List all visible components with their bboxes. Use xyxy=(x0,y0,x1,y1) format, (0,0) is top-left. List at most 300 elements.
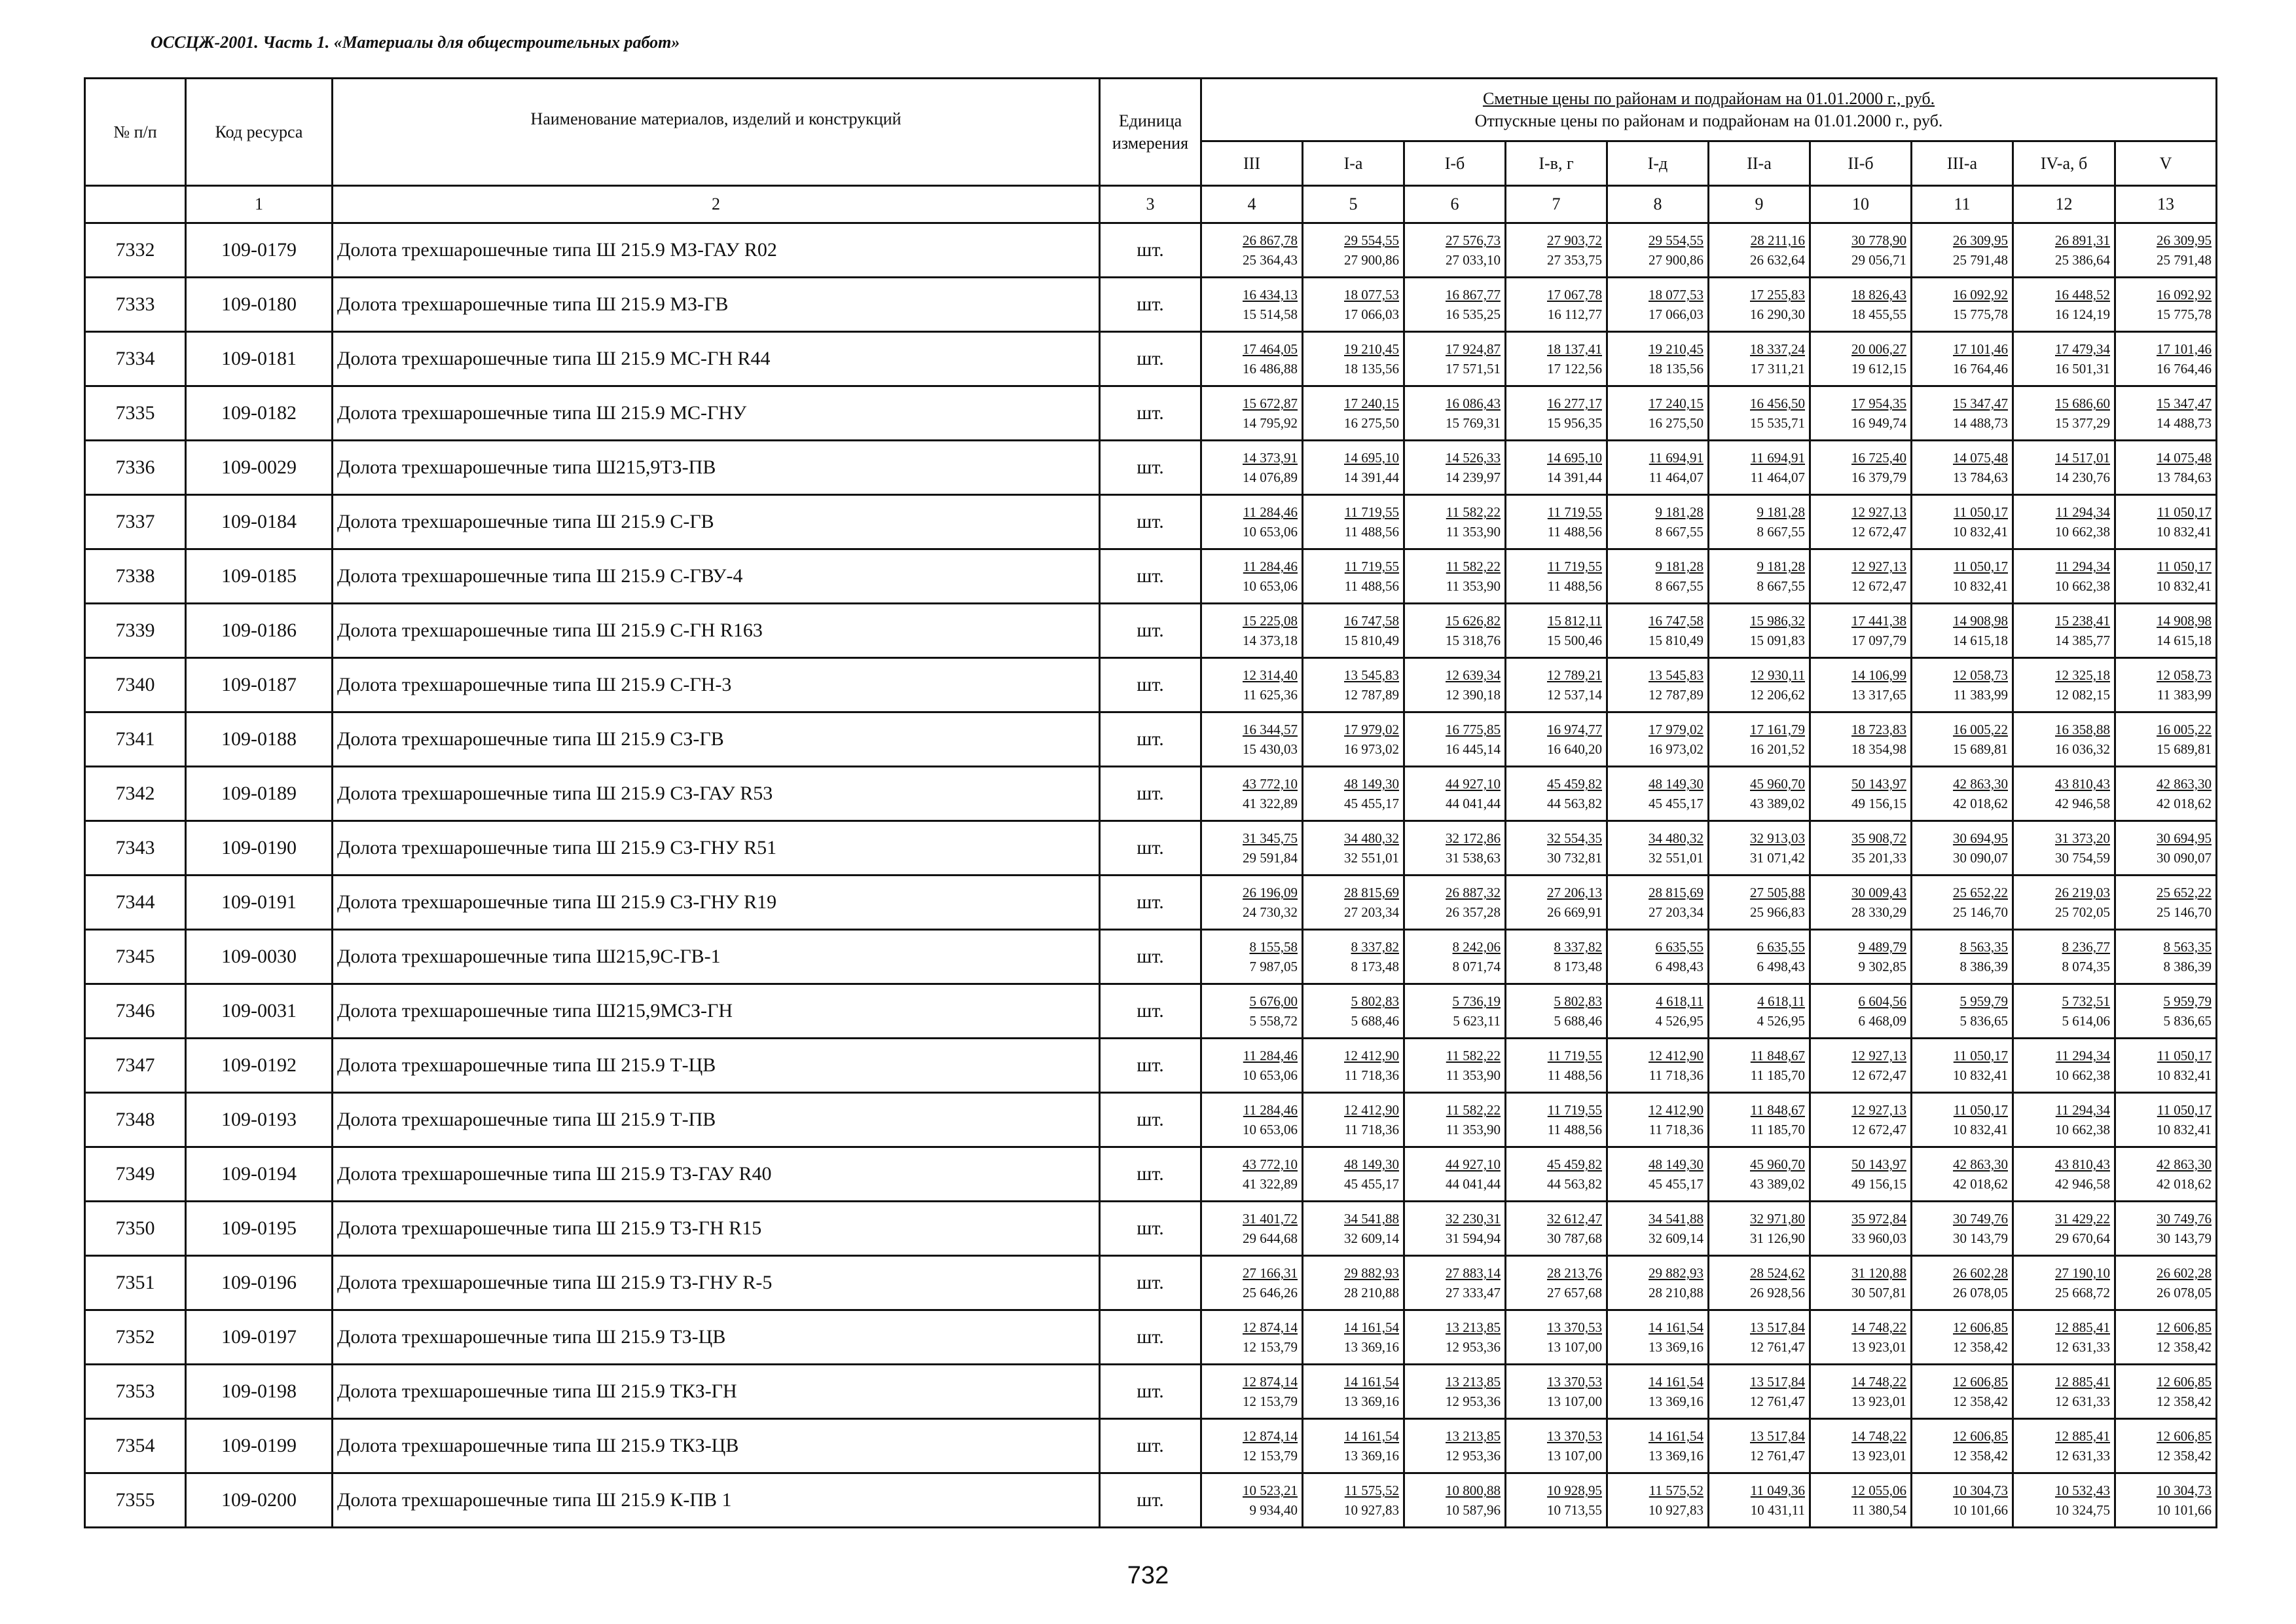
release-price: 16 501,31 xyxy=(2055,361,2110,377)
estimate-price: 27 190,10 xyxy=(2055,1265,2110,1281)
row-number: 7345 xyxy=(85,930,186,984)
table-row xyxy=(85,441,2217,495)
price-cell xyxy=(1404,278,1506,332)
release-price: 42 018,62 xyxy=(1953,1176,2008,1192)
release-price: 15 689,81 xyxy=(2157,741,2212,757)
release-price: 14 391,44 xyxy=(1547,470,1602,485)
price-cell xyxy=(1810,821,1912,876)
release-price: 12 390,18 xyxy=(1446,687,1501,703)
estimate-price: 32 230,31 xyxy=(1446,1211,1501,1227)
estimate-price: 26 196,09 xyxy=(1243,885,1298,900)
price-cell xyxy=(1709,1419,1810,1473)
resource-code: 109-0195 xyxy=(186,1202,333,1256)
release-price: 31 071,42 xyxy=(1750,850,1805,866)
estimate-price: 11 294,34 xyxy=(2055,559,2110,574)
price-cell xyxy=(1201,876,1303,930)
release-price: 8 071,74 xyxy=(1452,959,1501,974)
price-cell xyxy=(1506,1419,1607,1473)
resource-code: 109-0193 xyxy=(186,1093,333,1147)
price-cell xyxy=(1506,1147,1607,1202)
material-name: Долота трехшарошечные типа Ш 215.9 Т-ПВ xyxy=(333,1093,1100,1147)
price-cell xyxy=(1404,1093,1506,1147)
table-header xyxy=(85,79,2217,223)
price-cell xyxy=(1810,876,1912,930)
column-number: 8 xyxy=(1607,186,1709,223)
estimate-price: 13 517,84 xyxy=(1750,1320,1805,1335)
price-cell xyxy=(1201,1365,1303,1419)
release-price: 10 832,41 xyxy=(1953,1122,2008,1137)
price-cell xyxy=(1709,1202,1810,1256)
price-cell xyxy=(1506,332,1607,386)
price-cell xyxy=(2115,1093,2217,1147)
estimate-price: 28 524,62 xyxy=(1750,1265,1805,1281)
release-price: 25 364,43 xyxy=(1243,252,1298,268)
release-price: 16 973,02 xyxy=(1344,741,1399,757)
estimate-price: 12 412,90 xyxy=(1344,1048,1399,1063)
column-number: 5 xyxy=(1303,186,1404,223)
estimate-price: 30 778,90 xyxy=(1851,232,1906,248)
price-cell xyxy=(1303,1093,1404,1147)
row-number: 7346 xyxy=(85,984,186,1039)
estimate-price: 44 927,10 xyxy=(1446,776,1501,792)
price-cell xyxy=(1303,386,1404,441)
column-number: 3 xyxy=(1100,186,1201,223)
price-cell xyxy=(1810,549,1912,604)
price-cell xyxy=(1506,1256,1607,1310)
estimate-price: 13 370,53 xyxy=(1547,1428,1602,1444)
price-cell xyxy=(1709,495,1810,549)
price-cell xyxy=(1506,984,1607,1039)
price-cell xyxy=(1201,549,1303,604)
price-cell xyxy=(1912,930,2013,984)
estimate-price: 50 143,97 xyxy=(1851,1156,1906,1172)
release-price: 45 455,17 xyxy=(1649,1176,1704,1192)
price-cell xyxy=(1607,1093,1709,1147)
release-price: 8 386,39 xyxy=(1959,959,2008,974)
header-region: V xyxy=(2115,141,2217,186)
release-price: 10 832,41 xyxy=(1953,1067,2008,1083)
release-price: 10 927,83 xyxy=(1649,1502,1704,1518)
estimate-price: 11 050,17 xyxy=(1953,1102,2008,1118)
price-cell xyxy=(1201,767,1303,821)
release-price: 16 445,14 xyxy=(1446,741,1501,757)
estimate-price: 26 867,78 xyxy=(1243,232,1298,248)
price-cell xyxy=(1810,1310,1912,1365)
estimate-price: 43 772,10 xyxy=(1243,1156,1298,1172)
header-np: № п/п xyxy=(85,79,186,186)
price-cell xyxy=(1709,1473,1810,1528)
row-number: 7339 xyxy=(85,604,186,658)
price-cell xyxy=(1709,1093,1810,1147)
price-cell xyxy=(1810,441,1912,495)
estimate-price: 45 960,70 xyxy=(1750,776,1805,792)
header-name: Наименование материалов, изделий и конструкций xyxy=(333,79,1100,186)
release-price: 10 713,55 xyxy=(1547,1502,1602,1518)
estimate-price: 31 120,88 xyxy=(1851,1265,1906,1281)
price-cell xyxy=(1810,1147,1912,1202)
estimate-price: 43 810,43 xyxy=(2055,776,2110,792)
release-price: 14 230,76 xyxy=(2055,470,2110,485)
release-price: 16 201,52 xyxy=(1750,741,1805,757)
price-cell xyxy=(1607,876,1709,930)
estimate-price: 20 006,27 xyxy=(1851,341,1906,357)
resource-code: 109-0191 xyxy=(186,876,333,930)
price-cell xyxy=(1607,1419,1709,1473)
release-price: 28 330,29 xyxy=(1851,904,1906,920)
release-price: 17 066,03 xyxy=(1649,306,1704,322)
table-row xyxy=(85,1365,2217,1419)
header-region: III xyxy=(1201,141,1303,186)
release-price: 44 563,82 xyxy=(1547,796,1602,811)
price-cell xyxy=(2013,658,2115,712)
price-cell xyxy=(2013,767,2115,821)
release-price: 11 383,99 xyxy=(1953,687,2008,703)
estimate-price: 9 489,79 xyxy=(1858,939,1906,955)
unit-cell: шт. xyxy=(1100,1365,1201,1419)
release-price: 16 275,50 xyxy=(1649,415,1704,431)
table-row xyxy=(85,495,2217,549)
release-price: 13 369,16 xyxy=(1344,1393,1399,1409)
column-number-blank xyxy=(85,186,186,223)
price-cell xyxy=(1404,1473,1506,1528)
release-price: 27 353,75 xyxy=(1547,252,1602,268)
estimate-price: 27 903,72 xyxy=(1547,232,1602,248)
release-price: 6 498,43 xyxy=(1757,959,1805,974)
release-price: 10 832,41 xyxy=(2157,1067,2212,1083)
price-table xyxy=(84,77,2217,1528)
row-number: 7350 xyxy=(85,1202,186,1256)
price-cell xyxy=(1404,1365,1506,1419)
release-price: 44 563,82 xyxy=(1547,1176,1602,1192)
price-cell xyxy=(1912,1365,2013,1419)
release-price: 16 112,77 xyxy=(1547,306,1602,322)
material-name: Долота трехшарошечные типа Ш 215.9 МС-ГН R44 xyxy=(333,332,1100,386)
release-price: 10 662,38 xyxy=(2055,1122,2110,1137)
resource-code: 109-0197 xyxy=(186,1310,333,1365)
price-cell xyxy=(2115,604,2217,658)
price-cell xyxy=(2013,223,2115,278)
price-cell xyxy=(2115,1039,2217,1093)
estimate-price: 48 149,30 xyxy=(1649,1156,1704,1172)
release-price: 28 210,88 xyxy=(1649,1285,1704,1301)
estimate-price: 14 908,98 xyxy=(1953,613,2008,629)
release-price: 12 672,47 xyxy=(1851,1067,1906,1083)
price-cell xyxy=(1201,604,1303,658)
row-number: 7335 xyxy=(85,386,186,441)
release-price: 10 101,66 xyxy=(2157,1502,2212,1518)
release-price: 4 526,95 xyxy=(1655,1013,1704,1029)
estimate-price: 14 748,22 xyxy=(1851,1428,1906,1444)
price-cell xyxy=(1607,1147,1709,1202)
release-price: 10 662,38 xyxy=(2055,1067,2110,1083)
estimate-price: 18 077,53 xyxy=(1344,287,1399,303)
table-row xyxy=(85,984,2217,1039)
release-price: 11 718,36 xyxy=(1344,1122,1399,1137)
price-cell xyxy=(1607,1310,1709,1365)
price-cell xyxy=(1709,332,1810,386)
material-name: Долота трехшарошечные типа Ш 215.9 МЗ-ГАУ R02 xyxy=(333,223,1100,278)
release-price: 42 018,62 xyxy=(2157,1176,2212,1192)
release-price: 18 135,56 xyxy=(1344,361,1399,377)
row-number: 7344 xyxy=(85,876,186,930)
table-row xyxy=(85,1256,2217,1310)
estimate-price: 32 172,86 xyxy=(1446,830,1501,846)
release-price: 15 535,71 xyxy=(1750,415,1805,431)
release-price: 11 625,36 xyxy=(1243,687,1298,703)
estimate-price: 13 213,85 xyxy=(1446,1428,1501,1444)
unit-cell: шт. xyxy=(1100,1473,1201,1528)
price-cell xyxy=(1810,984,1912,1039)
release-price: 12 631,33 xyxy=(2055,1448,2110,1464)
estimate-price: 12 412,90 xyxy=(1649,1102,1704,1118)
release-price: 25 146,70 xyxy=(1953,904,2008,920)
release-price: 13 369,16 xyxy=(1649,1393,1704,1409)
release-price: 16 036,32 xyxy=(2055,741,2110,757)
price-cell xyxy=(2013,1419,2115,1473)
unit-cell: шт. xyxy=(1100,223,1201,278)
price-cell xyxy=(1506,223,1607,278)
row-number: 7332 xyxy=(85,223,186,278)
release-price: 4 526,95 xyxy=(1757,1013,1805,1029)
release-price: 12 953,36 xyxy=(1446,1448,1501,1464)
price-cell xyxy=(1404,1310,1506,1365)
resource-code: 109-0189 xyxy=(186,767,333,821)
estimate-price: 9 181,28 xyxy=(1655,559,1704,574)
header-price-group xyxy=(1201,79,2217,141)
release-price: 11 383,99 xyxy=(2157,687,2212,703)
release-price: 16 640,20 xyxy=(1547,741,1602,757)
estimate-price: 13 370,53 xyxy=(1547,1374,1602,1390)
release-price: 13 369,16 xyxy=(1344,1448,1399,1464)
release-price: 12 672,47 xyxy=(1851,1122,1906,1137)
header-region: II-а xyxy=(1709,141,1810,186)
unit-cell: шт. xyxy=(1100,1256,1201,1310)
price-cell xyxy=(1404,332,1506,386)
release-price: 9 302,85 xyxy=(1858,959,1906,974)
price-cell xyxy=(2013,1147,2115,1202)
price-cell xyxy=(1506,658,1607,712)
estimate-price: 11 582,22 xyxy=(1446,1048,1501,1063)
price-cell xyxy=(2115,549,2217,604)
header-price-estimate: Сметные цены по районам и подрайонам на 01.01.2000 г., руб. xyxy=(1482,88,1935,108)
price-cell xyxy=(1912,278,2013,332)
release-price: 27 203,34 xyxy=(1344,904,1399,920)
release-price: 27 333,47 xyxy=(1446,1285,1501,1301)
release-price: 8 667,55 xyxy=(1655,524,1704,540)
price-cell xyxy=(1201,332,1303,386)
row-number: 7342 xyxy=(85,767,186,821)
release-price: 10 832,41 xyxy=(1953,578,2008,594)
estimate-price: 14 161,54 xyxy=(1344,1320,1399,1335)
estimate-price: 15 225,08 xyxy=(1243,613,1298,629)
estimate-price: 13 213,85 xyxy=(1446,1374,1501,1390)
estimate-price: 9 181,28 xyxy=(1655,504,1704,520)
price-cell xyxy=(1709,223,1810,278)
release-price: 30 090,07 xyxy=(2157,850,2212,866)
price-cell xyxy=(1506,495,1607,549)
release-price: 8 386,39 xyxy=(2163,959,2212,974)
release-price: 11 185,70 xyxy=(1750,1122,1805,1137)
release-price: 6 498,43 xyxy=(1655,959,1704,974)
unit-cell: шт. xyxy=(1100,767,1201,821)
row-number: 7355 xyxy=(85,1473,186,1528)
price-cell xyxy=(1201,1093,1303,1147)
resource-code: 109-0184 xyxy=(186,495,333,549)
release-price: 26 669,91 xyxy=(1547,904,1602,920)
material-name: Долота трехшарошечные типа Ш 215.9 СЗ-ГВ xyxy=(333,712,1100,767)
header-unit: Единица измерения xyxy=(1100,79,1201,186)
estimate-price: 30 009,43 xyxy=(1851,885,1906,900)
release-price: 5 558,72 xyxy=(1249,1013,1298,1029)
release-price: 12 761,47 xyxy=(1750,1393,1805,1409)
release-price: 13 923,01 xyxy=(1851,1448,1906,1464)
release-price: 12 358,42 xyxy=(1953,1448,2008,1464)
price-cell xyxy=(2115,386,2217,441)
release-price: 11 488,56 xyxy=(1547,1067,1602,1083)
price-cell xyxy=(1506,821,1607,876)
price-cell xyxy=(1201,984,1303,1039)
estimate-price: 12 874,14 xyxy=(1243,1320,1298,1335)
release-price: 16 275,50 xyxy=(1344,415,1399,431)
estimate-price: 29 554,55 xyxy=(1649,232,1704,248)
estimate-price: 16 005,22 xyxy=(1953,722,2008,737)
price-cell xyxy=(1709,549,1810,604)
release-price: 12 953,36 xyxy=(1446,1339,1501,1355)
estimate-price: 31 401,72 xyxy=(1243,1211,1298,1227)
estimate-price: 12 639,34 xyxy=(1446,667,1501,683)
release-price: 17 311,21 xyxy=(1750,361,1805,377)
row-number: 7349 xyxy=(85,1147,186,1202)
price-cell xyxy=(1709,441,1810,495)
estimate-price: 10 304,73 xyxy=(1953,1483,2008,1498)
estimate-price: 12 885,41 xyxy=(2055,1428,2110,1444)
unit-cell: шт. xyxy=(1100,1147,1201,1202)
running-head: ОССЦЖ-2001. Часть 1. «Материалы для общестроительных работ» xyxy=(151,33,680,52)
material-name: Долота трехшарошечные типа Ш 215.9 С-ГВУ-4 xyxy=(333,549,1100,604)
page-number: 732 xyxy=(1127,1562,1169,1589)
estimate-price: 28 815,69 xyxy=(1649,885,1704,900)
release-price: 26 078,05 xyxy=(1953,1285,2008,1301)
release-price: 11 353,90 xyxy=(1446,578,1501,594)
price-cell xyxy=(1912,658,2013,712)
price-cell xyxy=(1506,1093,1607,1147)
row-number: 7334 xyxy=(85,332,186,386)
release-price: 14 239,97 xyxy=(1446,470,1501,485)
estimate-price: 19 210,45 xyxy=(1649,341,1704,357)
unit-cell: шт. xyxy=(1100,1039,1201,1093)
release-price: 8 074,35 xyxy=(2062,959,2110,974)
estimate-price: 12 885,41 xyxy=(2055,1374,2110,1390)
resource-code: 109-0196 xyxy=(186,1256,333,1310)
price-cell xyxy=(1404,712,1506,767)
column-number: 9 xyxy=(1709,186,1810,223)
estimate-price: 11 284,46 xyxy=(1243,559,1298,574)
price-cell xyxy=(2115,1256,2217,1310)
release-price: 11 718,36 xyxy=(1344,1067,1399,1083)
price-cell xyxy=(1201,1419,1303,1473)
unit-cell: шт. xyxy=(1100,1202,1201,1256)
price-cell xyxy=(1506,767,1607,821)
estimate-price: 5 732,51 xyxy=(2062,993,2110,1009)
estimate-price: 11 050,17 xyxy=(2157,1102,2212,1118)
release-price: 8 173,48 xyxy=(1554,959,1602,974)
resource-code: 109-0192 xyxy=(186,1039,333,1093)
estimate-price: 11 050,17 xyxy=(2157,504,2212,520)
price-cell xyxy=(2115,441,2217,495)
release-price: 26 357,28 xyxy=(1446,904,1501,920)
price-cell xyxy=(1201,1147,1303,1202)
price-cell xyxy=(1404,658,1506,712)
release-price: 31 538,63 xyxy=(1446,850,1501,866)
estimate-price: 34 480,32 xyxy=(1344,830,1399,846)
price-cell xyxy=(1404,549,1506,604)
estimate-price: 25 652,22 xyxy=(1953,885,2008,900)
estimate-price: 34 541,88 xyxy=(1344,1211,1399,1227)
release-price: 12 761,47 xyxy=(1750,1448,1805,1464)
release-price: 17 066,03 xyxy=(1344,306,1399,322)
estimate-price: 26 602,28 xyxy=(1953,1265,2008,1281)
estimate-price: 5 959,79 xyxy=(2163,993,2212,1009)
resource-code: 109-0029 xyxy=(186,441,333,495)
release-price: 15 514,58 xyxy=(1243,306,1298,322)
estimate-price: 16 725,40 xyxy=(1851,450,1906,466)
price-cell xyxy=(2115,1310,2217,1365)
release-price: 30 787,68 xyxy=(1547,1230,1602,1246)
estimate-price: 11 050,17 xyxy=(1953,504,2008,520)
estimate-price: 26 309,95 xyxy=(1953,232,2008,248)
price-cell xyxy=(1607,223,1709,278)
estimate-price: 17 924,87 xyxy=(1446,341,1501,357)
price-cell xyxy=(2013,1310,2115,1365)
estimate-price: 12 885,41 xyxy=(2055,1320,2110,1335)
estimate-price: 11 294,34 xyxy=(2055,1102,2110,1118)
price-cell xyxy=(2115,495,2217,549)
price-cell xyxy=(2013,1473,2115,1528)
price-cell xyxy=(1709,278,1810,332)
price-cell xyxy=(1912,1310,2013,1365)
table-row xyxy=(85,604,2217,658)
release-price: 11 353,90 xyxy=(1446,524,1501,540)
price-cell xyxy=(1506,876,1607,930)
release-price: 30 507,81 xyxy=(1851,1285,1906,1301)
price-cell xyxy=(1709,658,1810,712)
price-cell xyxy=(1709,604,1810,658)
price-cell xyxy=(1607,1365,1709,1419)
price-cell xyxy=(1404,876,1506,930)
price-cell xyxy=(1709,1147,1810,1202)
estimate-price: 12 606,85 xyxy=(2157,1320,2212,1335)
material-name: Долота трехшарошечные типа Ш 215.9 ТКЗ-ЦВ xyxy=(333,1419,1100,1473)
material-name: Долота трехшарошечные типа Ш 215.9 ТЗ-ГНУ R-5 xyxy=(333,1256,1100,1310)
release-price: 12 672,47 xyxy=(1851,578,1906,594)
release-price: 12 358,42 xyxy=(2157,1448,2212,1464)
table-row xyxy=(85,1473,2217,1528)
row-number: 7336 xyxy=(85,441,186,495)
price-cell xyxy=(2115,876,2217,930)
estimate-price: 11 575,52 xyxy=(1344,1483,1399,1498)
price-cell xyxy=(1912,223,2013,278)
release-price: 15 430,03 xyxy=(1243,741,1298,757)
price-cell xyxy=(1404,1039,1506,1093)
release-price: 17 122,56 xyxy=(1547,361,1602,377)
price-cell xyxy=(1810,930,1912,984)
estimate-price: 30 694,95 xyxy=(2157,830,2212,846)
resource-code: 109-0194 xyxy=(186,1147,333,1202)
price-cell xyxy=(2013,712,2115,767)
estimate-price: 14 161,54 xyxy=(1649,1374,1704,1390)
estimate-price: 12 927,13 xyxy=(1851,1048,1906,1063)
estimate-price: 11 049,36 xyxy=(1750,1483,1805,1498)
